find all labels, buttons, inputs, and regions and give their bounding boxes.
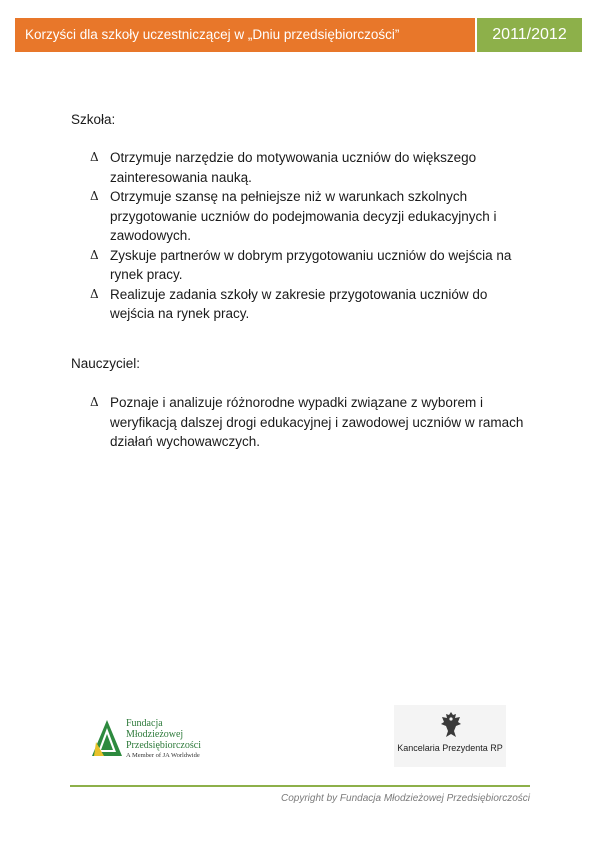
school-benefits-list <box>90 148 530 324</box>
list-item <box>90 285 530 324</box>
header-title: Korzyści dla szkoły uczestniczącej w „Dniu przedsiębiorczości” <box>15 18 475 52</box>
delta-bullet-icon: Δ <box>90 286 99 301</box>
delta-bullet-icon: Δ <box>90 150 99 164</box>
teacher-benefits-list <box>90 393 530 452</box>
kprp-logo-label: Kancelaria Prezydenta RP <box>397 743 503 753</box>
list-item-text: Zyskuje partnerów w dobrym przygotowaniu uczniów do wejścia na rynek pracy. <box>110 247 512 282</box>
list-item-text: Otrzymuje szansę na pełniejsze niż w warunkach szkolnych przygotowanie uczniów do podejmowania decyzji edukacyjnych i zawodowych. <box>110 189 497 243</box>
footer-divider <box>70 785 530 787</box>
list-item-text: Otrzymuje narzędzie do motywowania uczniów do większego zainteresowania nauką. <box>110 150 477 185</box>
delta-bullet-icon: Δ <box>90 247 99 262</box>
section-heading-teacher: Nauczyciel: <box>71 356 141 371</box>
kprp-logo <box>394 705 506 767</box>
list-item <box>90 393 530 452</box>
delta-bullet-icon: Δ <box>90 395 99 409</box>
fmp-logo-line2: Młodzieżowej <box>126 729 184 740</box>
fmp-logo-member: A Member of JA Worldwide <box>126 752 200 759</box>
copyright-text: Copyright by Fundacja Młodzieżowej Przedsiębiorczości <box>281 793 530 804</box>
list-item <box>90 246 530 285</box>
fmp-logo-line3: Przedsiębiorczości <box>126 740 201 751</box>
fmp-logo <box>90 716 220 764</box>
section-heading-school: Szkoła: <box>71 112 116 127</box>
fmp-logo-line1: Fundacja <box>126 718 163 729</box>
page-header <box>15 18 582 52</box>
list-item <box>90 148 530 187</box>
eagle-emblem-icon <box>440 711 462 739</box>
delta-bullet-icon: Δ <box>90 189 99 203</box>
list-item <box>90 187 530 246</box>
header-year: 2011/2012 <box>477 18 582 52</box>
list-item-text: Poznaje i analizuje różnorodne wypadki związane z wyborem i weryfikacją dalszej drogi edukacyjnej i zawodowej uczniów w ramach działań wychowawczych. <box>110 395 524 449</box>
list-item-text: Realizuje zadania szkoły w zakresie przygotowania uczniów do wejścia na rynek pracy. <box>110 286 488 321</box>
fmp-triangle-icon <box>90 718 124 758</box>
